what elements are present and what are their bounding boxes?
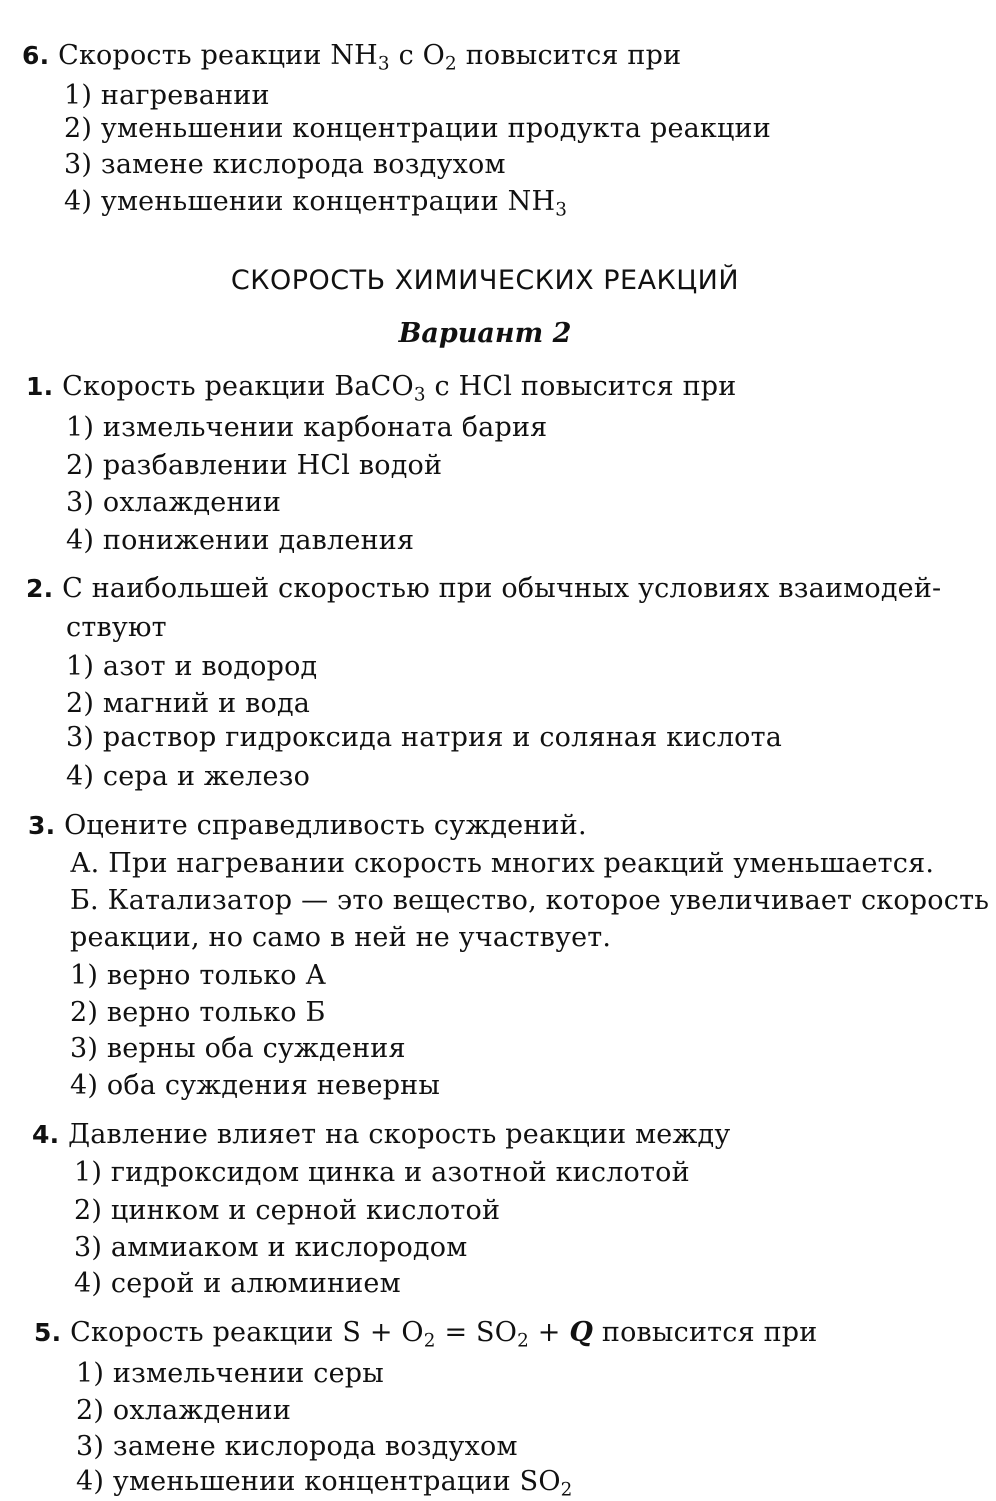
question-number: 6.: [22, 41, 50, 70]
answer-option: 3) верны оба суждения: [70, 1033, 406, 1064]
answer-option: 2) охлаждении: [76, 1395, 292, 1426]
answer-option: 4) уменьшении концентрации $NH_3$: [64, 186, 568, 221]
question-6-stem: 6. Скорость реакции $NH_3$ с $O_2$ повысится при: [22, 40, 682, 75]
statement-a: А. При нагревании скорость многих реакций уменьшается.: [70, 848, 935, 879]
section-title: СКОРОСТЬ ХИМИЧЕСКИХ РЕАКЦИЙ: [230, 265, 740, 296]
answer-option: 3) охлаждении: [66, 487, 282, 518]
question-4-stem: 4. Давление влияет на скорость реакции между: [32, 1119, 731, 1150]
statement-b: Б. Катализатор — это вещество, которое увеличивает скорость: [70, 885, 990, 916]
question-number: 4.: [32, 1120, 60, 1149]
answer-option: 4) уменьшении концентрации $SO_2$: [76, 1466, 573, 1501]
answer-option: 4) понижении давления: [66, 525, 415, 556]
answer-option: 3) замене кислорода воздухом: [76, 1431, 518, 1462]
answer-option: 4) оба суждения неверны: [70, 1070, 441, 1101]
variant-label: Вариант 2: [398, 318, 572, 349]
question-2-stem-continued: ствуют: [66, 612, 167, 643]
answer-option: 3) замене кислорода воздухом: [64, 149, 506, 180]
question-number: 5.: [34, 1318, 62, 1347]
answer-option: 1) измельчении карбоната бария: [66, 412, 548, 443]
question-number: 1.: [26, 372, 54, 401]
answer-option: 4) серой и алюминием: [74, 1268, 401, 1299]
answer-option: 4) сера и железо: [66, 761, 311, 792]
statement-b-continued: реакции, но само в ней не участвует.: [70, 922, 612, 953]
question-2-stem: 2. С наибольшей скоростью при обычных условиях взаимодей-: [26, 573, 942, 604]
question-5-stem: 5. Скорость реакции $S + O_2 = SO_2 + Q$ повысится при: [34, 1317, 818, 1352]
answer-option: 2) уменьшении концентрации продукта реакции: [64, 113, 771, 144]
answer-option: 1) измельчении серы: [76, 1358, 384, 1389]
question-number: 2.: [26, 574, 54, 603]
answer-option: 1) гидроксидом цинка и азотной кислотой: [74, 1157, 690, 1188]
answer-option: 2) верно только Б: [70, 997, 326, 1028]
answer-option: 3) раствор гидроксида натрия и соляная кислота: [66, 722, 783, 753]
question-3-stem: 3. Оцените справедливость суждений.: [28, 810, 587, 841]
answer-option: 3) аммиаком и кислородом: [74, 1232, 468, 1263]
answer-option: 2) цинком и серной кислотой: [74, 1195, 501, 1226]
question-1-stem: 1. Скорость реакции BaCO$_3$ с HCl повысится при: [26, 371, 737, 406]
answer-option: 2) разбавлении HCl водой: [66, 450, 443, 481]
answer-option: 1) азот и водород: [66, 651, 318, 682]
answer-option: 1) верно только А: [70, 960, 327, 991]
answer-option: 1) нагревании: [64, 80, 270, 111]
answer-option: 2) магний и вода: [66, 688, 311, 719]
question-number: 3.: [28, 811, 56, 840]
